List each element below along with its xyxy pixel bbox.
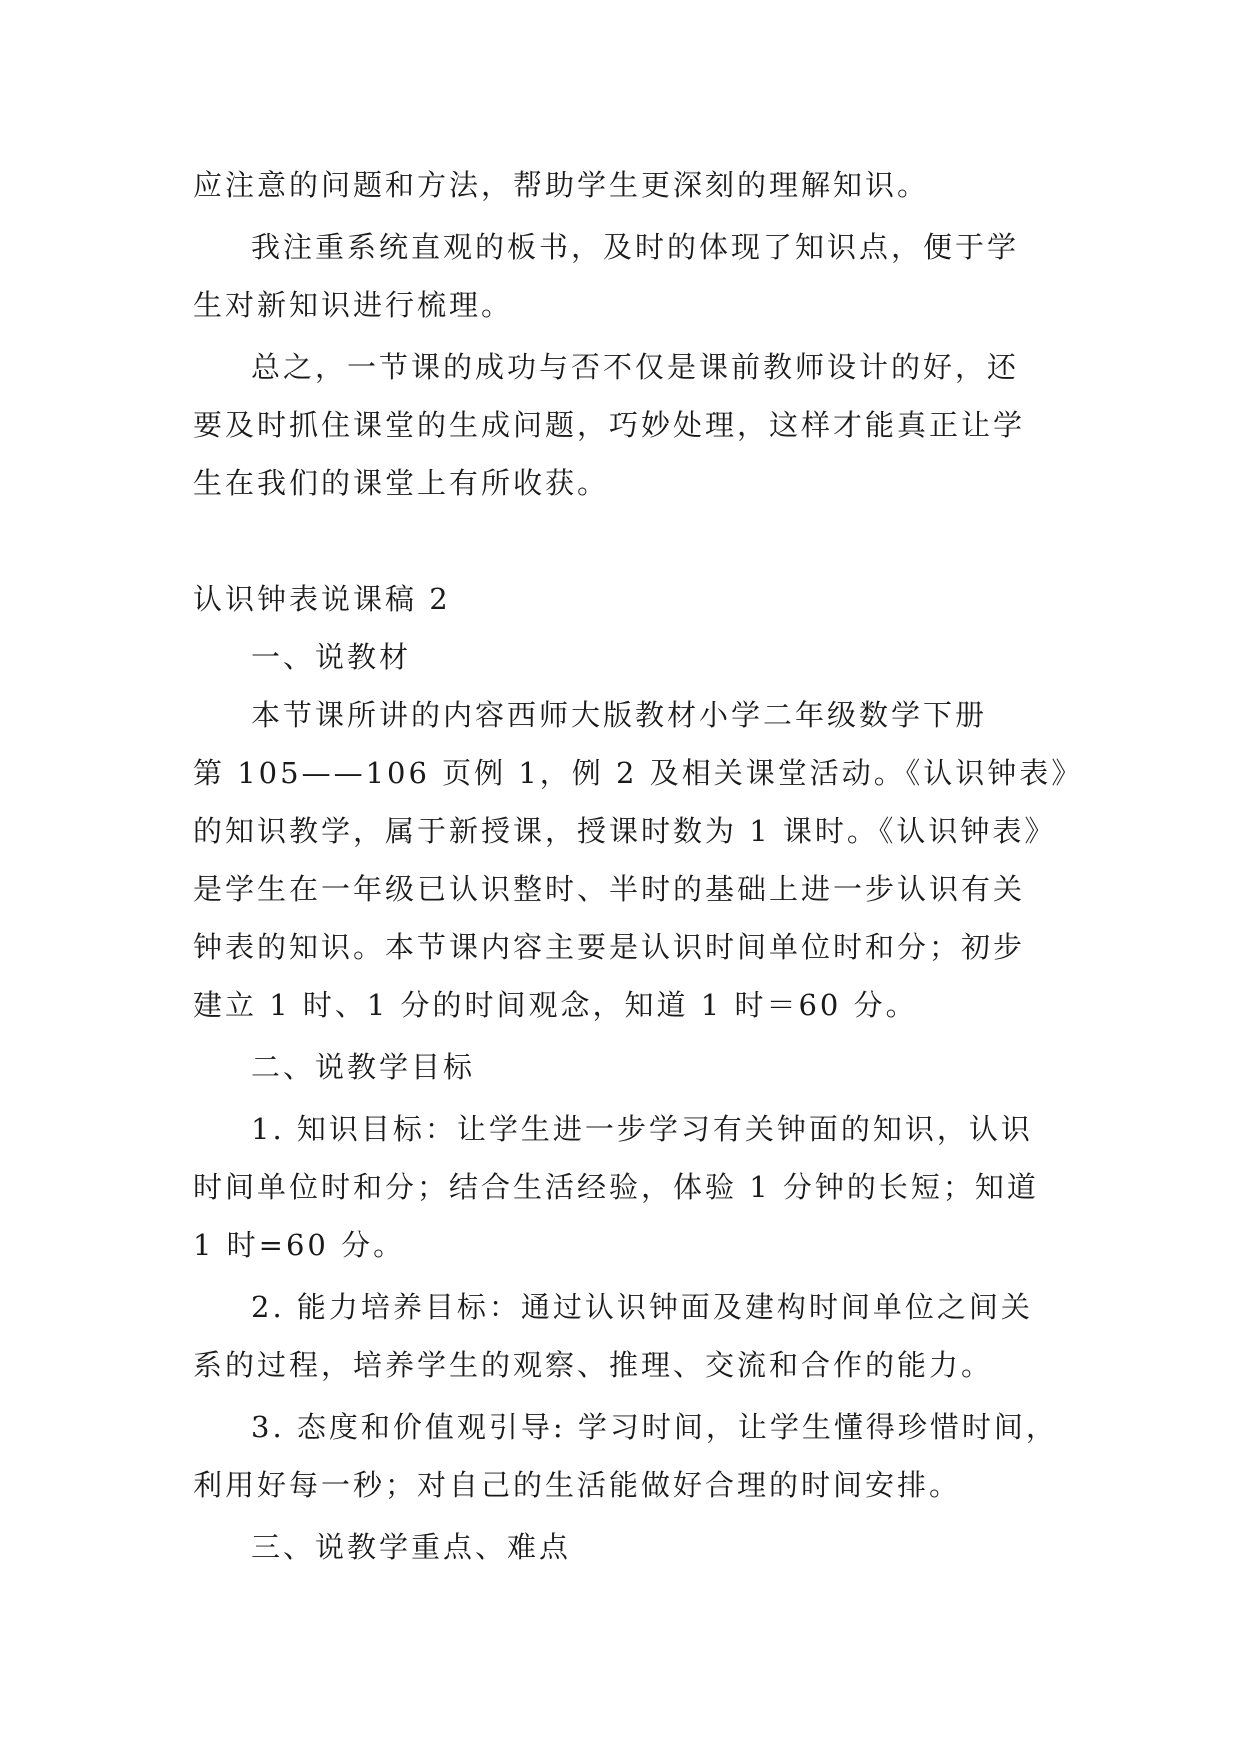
text-line: 是学生在一年级已认识整时、半时的基础上进一步认识有关 [193,872,1026,906]
heading: 一、说教材 [251,640,412,674]
text-line: 生在我们的课堂上有所收获。 [193,466,610,500]
text-line: 总之，一节课的成功与否不仅是课前教师设计的好，还 [251,350,1020,384]
section-title: 认识钟表说课稿 2 [193,582,451,616]
text-line: 要及时抓住课堂的生成问题，巧妙处理，这样才能真正让学 [193,408,1026,442]
text-line: 利用好每一秒；对自己的生活能做好合理的时间安排。 [193,1468,962,1502]
text-line: 钟表的知识。本节课内容主要是认识时间单位时和分；初步 [193,930,1026,964]
text-line: 生对新知识进行梳理。 [193,288,514,322]
text-line: 3. 态度和价值观引导: 学习时间，让学生懂得珍惜时间， [251,1410,1058,1444]
text-line: 系的过程，培养学生的观察、推理、交流和合作的能力。 [193,1348,994,1382]
text-line: 应注意的问题和方法，帮助学生更深刻的理解知识。 [193,168,930,202]
text-line: 1 时=60 分。 [193,1228,406,1262]
text-line: 第 105——106 页例 1，例 2 及相关课堂活动。《认识钟表》 [193,756,1084,790]
text-line: 时间单位时和分；结合生活经验，体验 1 分钟的长短；知道 [193,1170,1039,1204]
heading: 三、说教学重点、难点 [251,1530,572,1564]
text-line: 建立 1 时、1 分的时间观念，知道 1 时＝60 分。 [193,988,918,1022]
text-line: 的知识教学，属于新授课，授课时数为 1 课时。《认识钟表》 [193,814,1057,848]
heading: 二、说教学目标 [251,1050,476,1084]
text-line: 1. 知识目标：让学生进一步学习有关钟面的知识，认识 [251,1112,1033,1146]
text-line: 我注重系统直观的板书，及时的体现了知识点，便于学 [251,230,1020,264]
text-line: 2. 能力培养目标：通过认识钟面及建构时间单位之间关 [251,1290,1033,1324]
text-line: 本节课所讲的内容西师大版教材小学二年级数学下册 [251,698,988,732]
